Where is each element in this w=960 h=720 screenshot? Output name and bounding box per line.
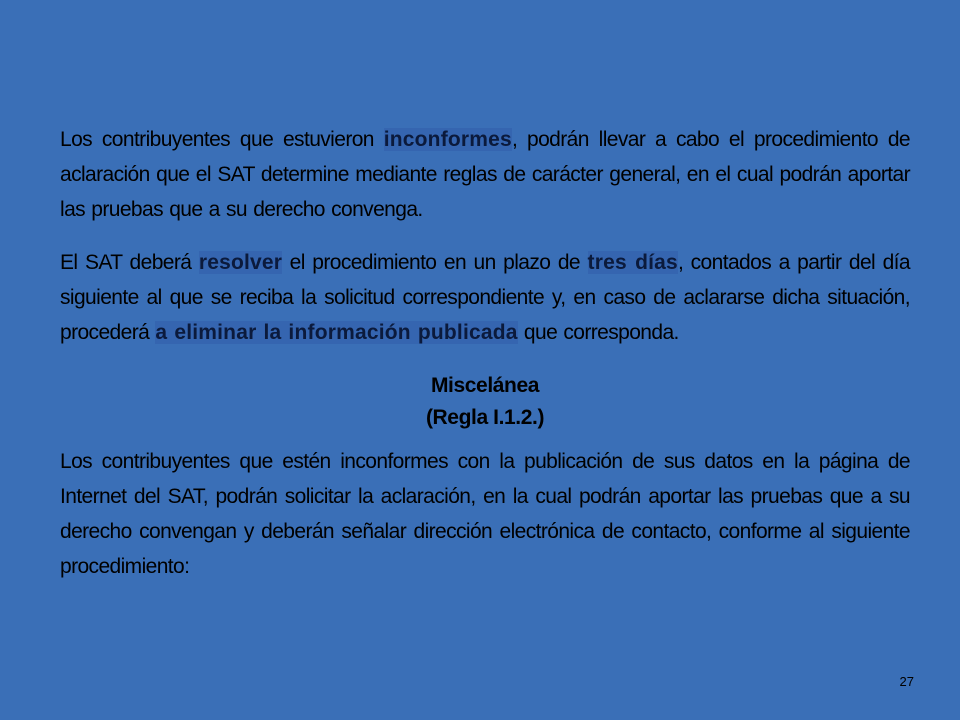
slide-content xyxy=(60,122,910,584)
paragraph-procedimiento: Los contribuyentes que estén inconformes con la publicación de sus datos en la página de Internet del SAT, podrán solicitar la aclaración, en la cual podrán aportar las pruebas que a su derecho convengan y deberán señalar dirección electrónica de contacto, conforme al siguiente procedimiento: xyxy=(60,450,910,578)
highlight-resolver: resolver xyxy=(198,251,283,274)
highlight-eliminar-informacion: a eliminar la información publicada xyxy=(155,321,518,344)
paragraph-2-text-b: el procedimiento en un plazo de xyxy=(282,251,588,274)
paragraph-2-text-c: , contados a partir del día siguiente al que se reciba la solicitud correspondiente y, en caso de aclararse dicha situación, procederá xyxy=(60,251,910,344)
heading-regla: (Regla I.1.2.) xyxy=(425,406,545,429)
highlight-inconformes: inconformes xyxy=(383,128,512,151)
paragraph-1-text-b: , podrán llevar a cabo el procedimiento de aclaración que el SAT determine mediante reglas de carácter general, en el cual podrán aportar las pruebas que a su derecho convenga. xyxy=(60,128,910,221)
page-number: 27 xyxy=(899,674,914,689)
paragraph-2-text-d: que corresponda. xyxy=(517,321,679,344)
highlight-tres-dias: tres días xyxy=(587,251,678,274)
paragraph-1-text-a: Los contribuyentes que estuvieron xyxy=(60,128,384,151)
paragraph-inconformes xyxy=(60,122,910,227)
paragraph-resolver xyxy=(60,245,910,350)
paragraph-2-text-a: El SAT deberá xyxy=(60,251,199,274)
heading-miscelanea: Miscelánea xyxy=(430,374,540,397)
section-heading xyxy=(60,370,910,434)
